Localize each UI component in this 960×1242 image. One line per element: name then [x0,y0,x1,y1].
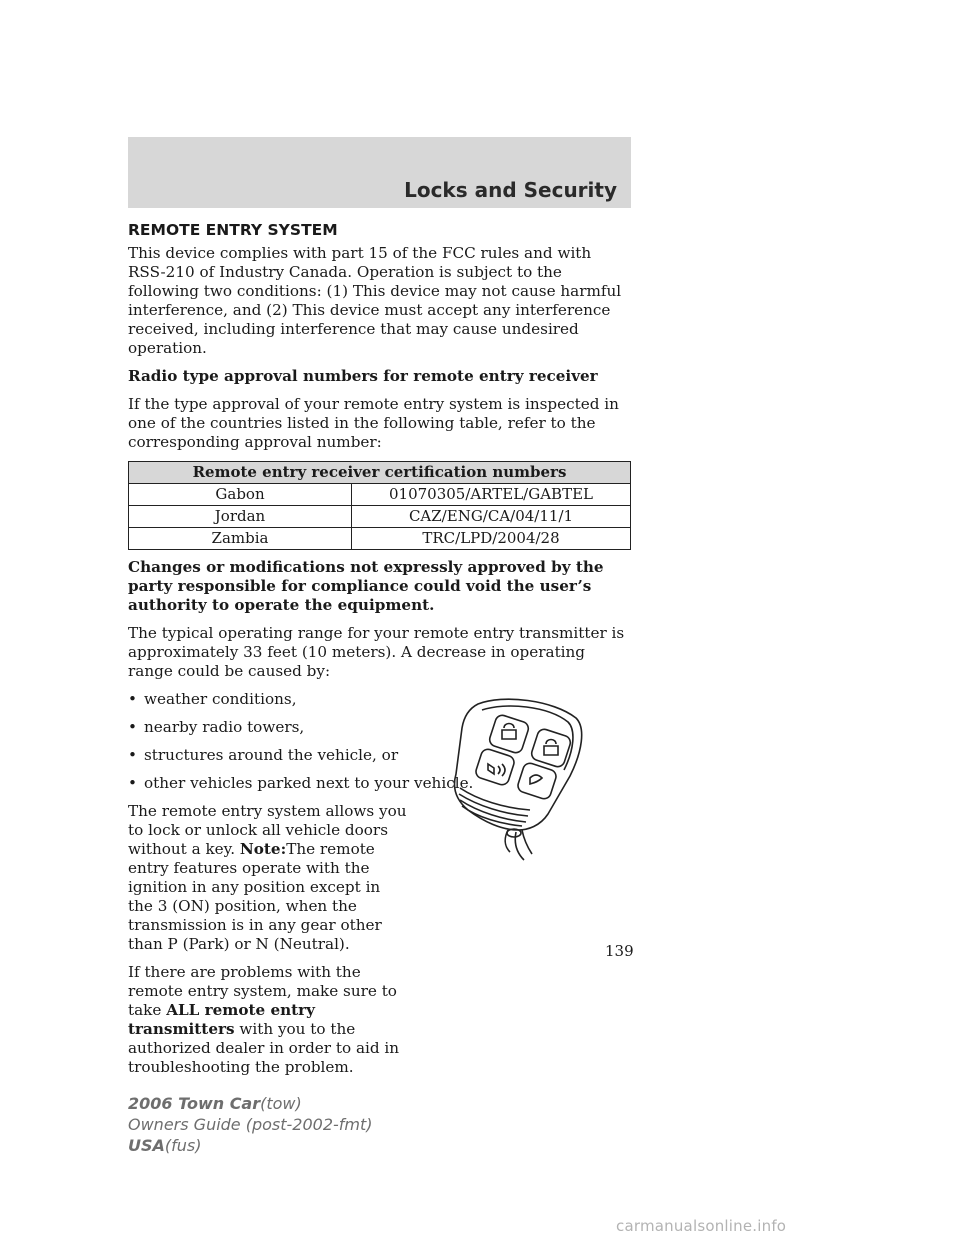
note-label: Note: [239,840,287,858]
number-cell: 01070305/ARTEL/GABTEL [352,484,631,506]
problems-end: with you to the authorized dealer in order to aid in troubleshooting the problem. [128,1020,400,1076]
footer-market: USA [128,1136,165,1155]
number-cell: TRC/LPD/2004/28 [352,528,631,550]
footer-line-1 [128,1093,373,1114]
warning-paragraph: Changes or modifications not expressly approved by the party responsible for compliance could void the user’s authority to operate the equipment. [128,558,604,614]
page-number: 139 [605,942,634,960]
keyfob-icon [448,692,588,864]
list-item: • other vehicles parked next to your vehicle. [128,774,631,793]
table-header: Remote entry receiver certification numbers [129,462,631,484]
certification-table [128,461,631,550]
fcc-paragraph: This device complies with part 15 of the FCC rules and with RSS-210 of Industry Canada. Operation is subject to the following two conditions: (1) This device may not cause harmful interference, and (2) This device must accept any interference received, including interference that may cause undesired operation. [128,244,622,357]
country-cell: Jordan [129,506,352,528]
list-item: • nearby radio towers, [128,718,631,737]
problems-bold: ALL remote entry transmitters [128,1001,315,1038]
list-item: • structures around the vehicle, or [128,746,631,765]
footer-market-code: (fus) [164,1136,202,1155]
footer-line-2: Owners Guide (post-2002-fmt) [128,1115,373,1134]
number-cell: CAZ/ENG/CA/04/11/1 [352,506,631,528]
list-item: • weather conditions, [128,690,631,709]
footer-line-3 [128,1135,373,1156]
table-row [129,528,631,550]
problems-text: If there are problems with the remote entry system, make sure to take [128,963,397,1019]
watermark: carmanualsonline.info [616,1217,787,1235]
footer-model: 2006 Town Car [128,1094,261,1113]
note-text: The remote entry features operate with the ignition in any position except in the 3 (ON) position, when the transmission is in any gear other than P (Park) or N (Neutral). [128,840,382,953]
section-heading: REMOTE ENTRY SYSTEM [128,221,338,239]
lock-text: The remote entry system allows you to lock or unlock all vehicle doors without a key. [128,802,407,858]
country-cell: Gabon [129,484,352,506]
section-title: Locks and Security [404,178,617,202]
problems-paragraph [128,963,631,1077]
table-row [129,484,631,506]
range-paragraph: The typical operating range for your remote entry transmitter is approximately 33 feet (10 meters). A decrease in operating range could be caused by: [128,624,625,680]
header-band [128,137,631,208]
approval-intro: If the type approval of your remote entry system is inspected in one of the countries listed in the following table, refer to the corresponding approval number: [128,395,619,451]
footer-model-code: (tow) [260,1094,302,1113]
lock-paragraph [128,802,408,954]
table-row [129,506,631,528]
page-content [128,221,631,1086]
country-cell: Zambia [129,528,352,550]
approval-subheading: Radio type approval numbers for remote entry receiver [128,367,598,385]
footer [128,1093,373,1156]
